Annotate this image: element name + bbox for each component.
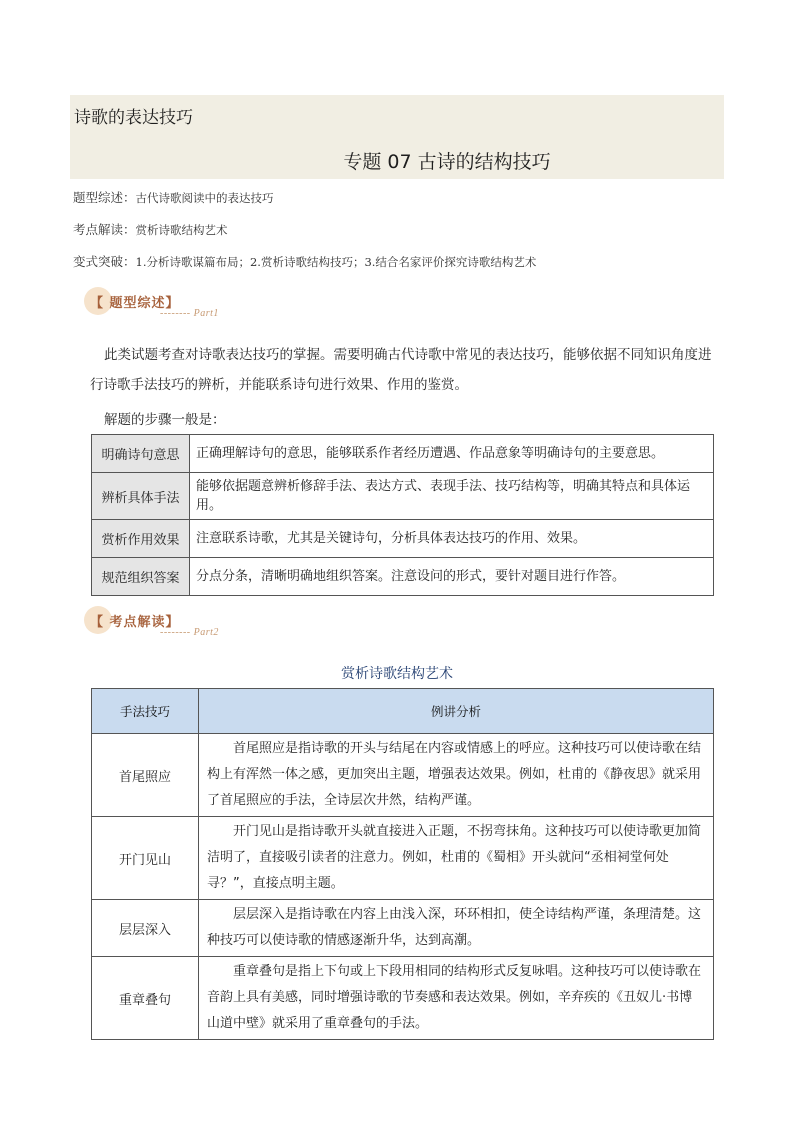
meta-key: 题型综述： — [73, 191, 136, 205]
steps-intro: 解题的步骤一般是： — [104, 412, 226, 428]
step-name: 明确诗句意思 — [92, 435, 190, 473]
step-desc: 注意联系诗歌，尤其是关键诗句，分析具体表达技巧的作用、效果。 — [190, 520, 714, 558]
meta-value: 1.分析诗歌谋篇布局；2.赏析诗歌结构技巧；3.结合名家评价探究诗歌结构艺术 — [135, 255, 537, 269]
table-row — [92, 900, 714, 957]
technique-name: 开门见山 — [92, 817, 199, 900]
technique-desc: 开门见山是指诗歌开头就直接进入正题，不拐弯抹角。这种技巧可以使诗歌更加简洁明了，直接吸引读者的注意力。例如，杜甫的《蜀相》开头就问“丞相祠堂何处寻？”，直接点明主题。 — [199, 817, 714, 900]
step-name: 辨析具体手法 — [92, 473, 190, 520]
step-desc: 正确理解诗句的意思，能够联系作者经历遭遇、作品意象等明确诗句的主要意思。 — [190, 435, 714, 473]
section-part: -------- Part1 — [160, 308, 219, 319]
table-row — [92, 957, 714, 1040]
technique-desc: 首尾照应是指诗歌的开头与结尾在内容或情感上的呼应。这种技巧可以使诗歌在结构上有浑然一体之感，更加突出主题，增强表达效果。例如，杜甫的《静夜思》就采用了首尾照应的手法，全诗层次井然，结构严谨。 — [199, 734, 714, 817]
table-row — [92, 734, 714, 817]
technique-name: 层层深入 — [92, 900, 199, 957]
meta-variants — [73, 252, 536, 270]
technique-desc: 重章叠句是指上下句或上下段用相同的结构形式反复咏唱。这种技巧可以使诗歌在音韵上具有美感，同时增强诗歌的节奏感和表达效果。例如，辛弃疾的《丑奴儿·书博山道中壁》就采用了重章叠句的手法。 — [199, 957, 714, 1040]
intro-paragraph: 此类试题考查对诗歌表达技巧的掌握。需要明确古代诗歌中常见的表达技巧，能够依据不同知识角度进行诗歌手法技巧的辨析，并能联系诗句进行效果、作用的鉴赏。 — [90, 347, 712, 393]
section-part: -------- Part2 — [160, 627, 219, 638]
technique-table — [91, 688, 714, 1040]
meta-value: 赏析诗歌结构艺术 — [135, 223, 228, 237]
column-header: 手法技巧 — [92, 689, 199, 734]
table-row — [92, 817, 714, 900]
section-label: 【 考点解读】 — [90, 615, 180, 630]
steps-table — [91, 434, 714, 596]
table-title: 赏析诗歌结构艺术 — [341, 666, 453, 682]
table-row — [92, 473, 714, 520]
meta-analysis — [73, 220, 228, 238]
step-name: 赏析作用效果 — [92, 520, 190, 558]
meta-overview — [73, 188, 274, 206]
step-desc: 分点分条，清晰明确地组织答案。注意设问的形式，要针对题目进行作答。 — [190, 558, 714, 596]
section-header-overview — [84, 287, 284, 321]
technique-name: 重章叠句 — [92, 957, 199, 1040]
table-header-row — [92, 689, 714, 734]
technique-desc: 层层深入是指诗歌在内容上由浅入深，环环相扣，使全诗结构严谨，条理清楚。这种技巧可以使诗歌的情感逐渐升华，达到高潮。 — [199, 900, 714, 957]
meta-value: 古代诗歌阅读中的表达技巧 — [135, 191, 274, 205]
topic-heading: 诗歌的表达技巧 — [74, 108, 193, 128]
column-header: 例讲分析 — [199, 689, 714, 734]
step-name: 规范组织答案 — [92, 558, 190, 596]
table-row — [92, 435, 714, 473]
meta-key: 考点解读： — [73, 223, 136, 237]
table-row — [92, 520, 714, 558]
technique-name: 首尾照应 — [92, 734, 199, 817]
table-row — [92, 558, 714, 596]
section-label: 【 题型综述】 — [90, 296, 180, 311]
section-header-analysis — [84, 606, 284, 640]
header-band — [70, 95, 724, 179]
page-title: 专题 07 古诗的结构技巧 — [343, 151, 551, 173]
step-desc: 能够依据题意辨析修辞手法、表达方式、表现手法、技巧结构等，明确其特点和具体运用。 — [190, 473, 714, 520]
meta-key: 变式突破： — [73, 255, 136, 269]
